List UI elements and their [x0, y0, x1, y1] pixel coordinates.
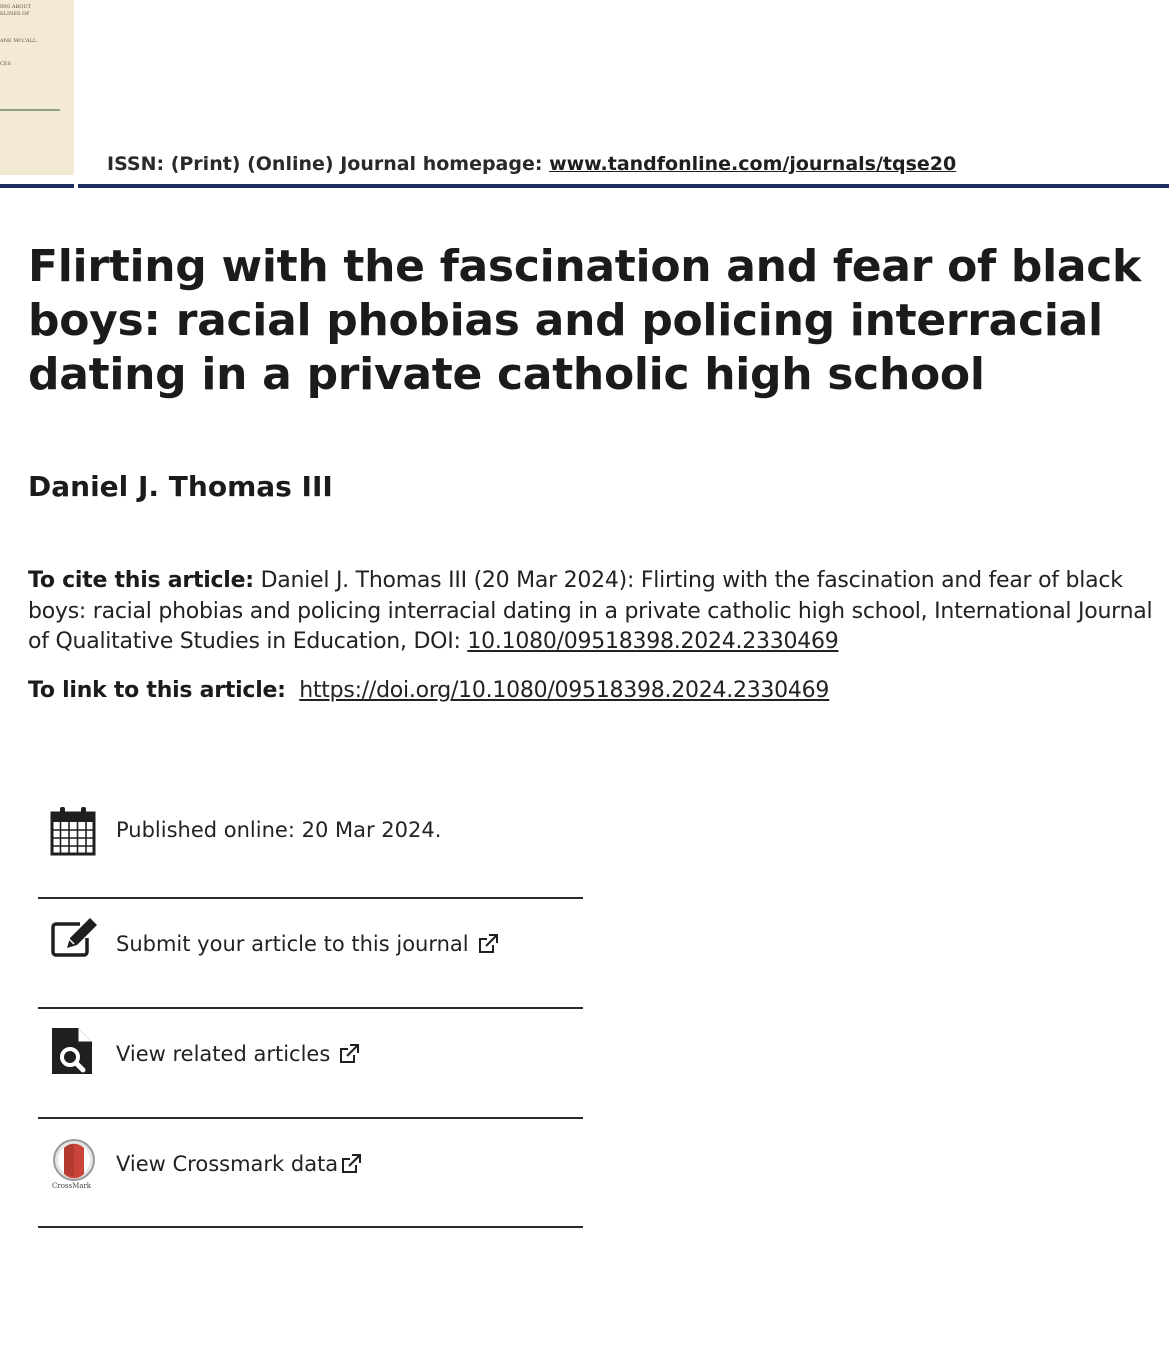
journal-homepage-link[interactable]: www.tandfonline.com/journals/tqse20	[549, 153, 957, 175]
article-author: Daniel J. Thomas III	[28, 470, 333, 503]
citation-doi-link[interactable]: 10.1080/09518398.2024.2330469	[467, 629, 839, 654]
journal-cover-thumbnail	[0, 0, 74, 175]
edit-icon	[50, 916, 100, 958]
divider	[38, 897, 583, 899]
article-title: Flirting with the fascination and fear of black boys: racial phobias and policing interracial dating in a private catholic high school	[28, 241, 1142, 400]
article-link-block	[28, 678, 829, 703]
cover-text-line: ELINES OF	[0, 11, 30, 17]
header-divider	[0, 184, 1169, 188]
issn-label: ISSN: (Print) (Online) Journal homepage:	[107, 153, 550, 175]
view-crossmark-data-text: View Crossmark data	[116, 1152, 339, 1176]
citation-block	[28, 566, 1163, 658]
journal-homepage-line	[107, 153, 956, 175]
external-link-icon	[477, 933, 499, 955]
cover-text-line: ANE MCCALL,	[0, 38, 38, 44]
submit-article-text: Submit your article to this journal	[116, 932, 469, 956]
cover-text-line: ING ABOUT	[0, 4, 31, 10]
divider	[38, 1117, 583, 1119]
citation-label: To cite this article:	[28, 568, 254, 593]
divider	[38, 1226, 583, 1228]
submit-article-link[interactable]	[38, 916, 583, 972]
calendar-icon	[50, 806, 96, 856]
view-crossmark-data-link[interactable]	[38, 1138, 583, 1188]
view-related-articles-link[interactable]	[38, 1026, 583, 1080]
article-doi-url[interactable]: https://doi.org/10.1080/09518398.2024.2330469	[299, 678, 830, 703]
published-online-text: Published online: 20 Mar 2024.	[116, 818, 442, 842]
external-link-icon	[340, 1153, 362, 1175]
published-online-row	[38, 806, 583, 858]
divider	[38, 1007, 583, 1009]
article-link-label: To link to this article:	[28, 678, 286, 703]
citation-text: Daniel J. Thomas III (20 Mar 2024): Flirting with the fascination and fear of black boys: racial phobias and policing interracial dating in a private catholic high school, International Journal of Qualitative Studies in Education, DOI:	[28, 568, 1153, 654]
crossmark-caption: CrossMark	[52, 1182, 92, 1190]
document-search-icon	[50, 1026, 94, 1076]
crossmark-icon	[50, 1138, 98, 1182]
external-link-icon	[338, 1043, 360, 1065]
cover-text-line: CES	[0, 61, 11, 67]
cover-rule	[0, 109, 60, 111]
view-related-articles-text: View related articles	[116, 1042, 331, 1066]
